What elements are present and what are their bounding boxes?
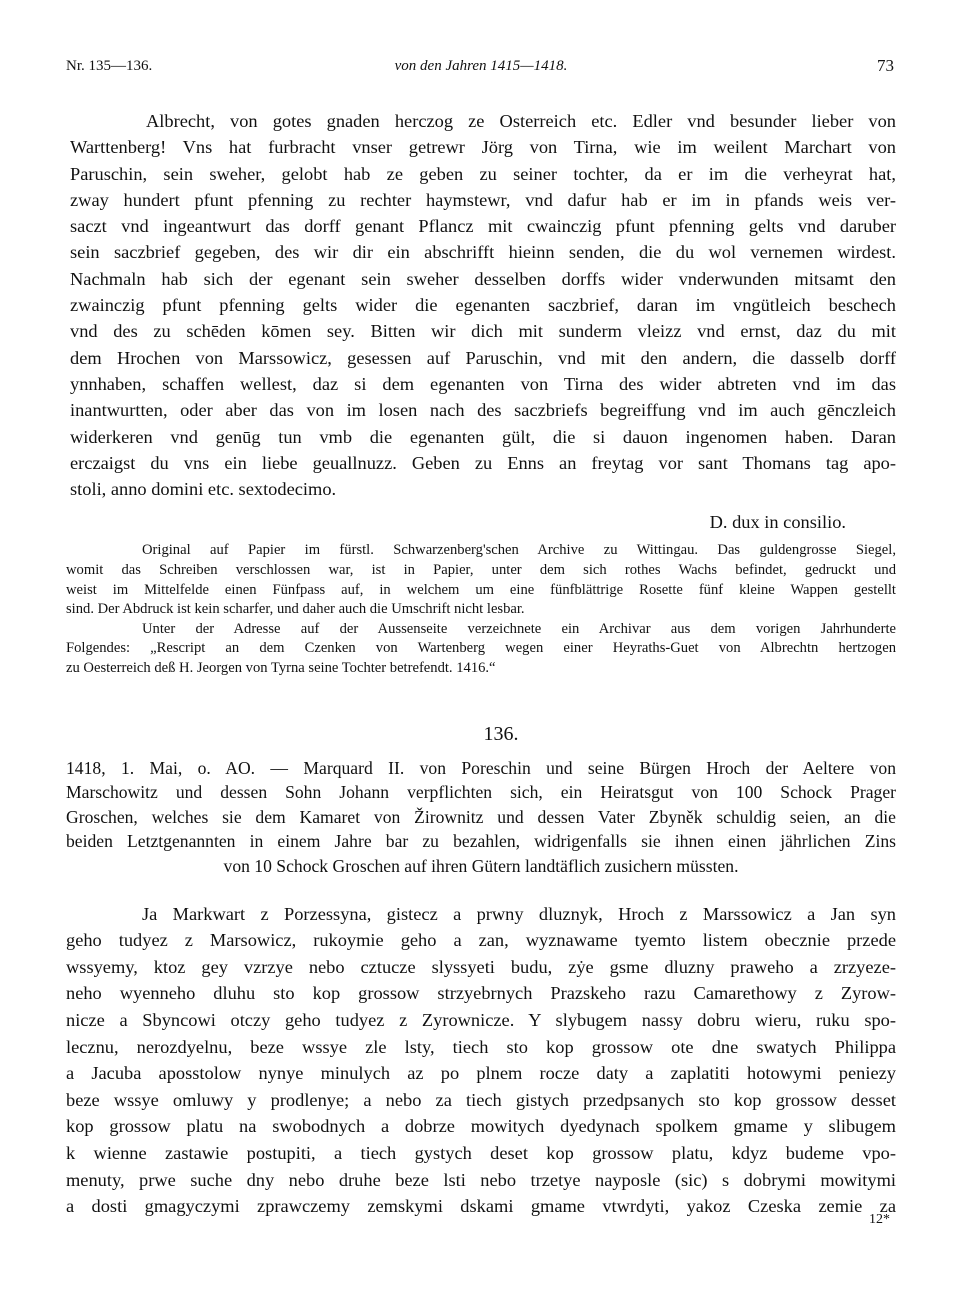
note-line: Folgendes: „Rescript an dem Czenken von Wartenberg wegen einer Heyraths-Guet von Albrechtn hertzogen (66, 640, 896, 657)
regest-line: Marschowitz und dessen Sohn Johann verpflichten sich, ein Heiratsgut von 100 Schock Prager (66, 782, 896, 803)
text-line: stoli, anno domini etc. sextodecimo. (70, 479, 337, 500)
text-line: kop grossow platu na swobodnych a dobrze mowitych dyedynach spolkem gmame y slibugem (66, 1116, 896, 1137)
regest-line: 1418, 1. Mai, o. AO. — Marquard II. von Poreschin und seine Bürgen Hroch der Aeltere von (66, 757, 896, 778)
text-line: wssyemy, ktoz gey vzrzye nebo cztucze slyssyeti budu, zẏe gsme dluzny praweho a zrzyeze- (66, 956, 896, 977)
archival-note (66, 541, 896, 678)
text-line: zway hundert pfunt pfenning zu rechter haymstewr, vnd dafur hab er im in pfands weis ver- (70, 189, 896, 210)
text-line: sein saczbrief gegeben, des wir dir ein abschrifft hieinn senden, die du wol vernemen wirdest. (70, 242, 896, 263)
header-document-range: Nr. 135—136. (66, 58, 153, 74)
text-line: lecznu, nerozdyelnu, beze wssye zle lsty, tiech sto kop grossow ote dne swatych Philippa (66, 1036, 896, 1057)
regest-line: beiden Letztgenannten in einem Jahre bar zu bezahlen, widrigenfalls sie ihnen einen jährlichen Zins (66, 831, 896, 852)
text-line: k wienne zastawie postupiti, a tiech gystych deset kop grossow platu, kdyz budeme vpo- (66, 1142, 896, 1163)
running-header (66, 58, 896, 82)
page-number: 73 (877, 56, 894, 75)
text-line: a Jacuba aposstolow nynye minulych az po plnem rocze daty a zaplatiti hotowymi peniezy (66, 1063, 896, 1084)
text-line: geho tudyez z Marsowicz, rukoymie geho a zan, wyznawame tyemto listem obecznie przede (66, 930, 896, 951)
text-line: zwainczig pfunt pfenning gelts wider die egenanten saczbrief, daran im vngütleich beschech (70, 295, 896, 316)
charter-text (66, 901, 896, 1220)
note-line: Unter der Adresse auf der Aussenseite verzeichnete ein Archivar aus dem vorigen Jahrhunderte (142, 620, 896, 637)
note-line: sind. Der Abdruck ist kein scharfer, und daher auch die Umschrift nicht lesbar. (66, 601, 525, 618)
printer-signature-mark: 12* (869, 1212, 890, 1227)
text-line: Paruschin, sein sweher, gelobt hab ze geben zu seiner tochter, da er im die verheyrat hat, (70, 163, 896, 184)
header-title: von den Jahren 1415—1418. (394, 58, 568, 74)
text-line: neho wyenneho dluhu sto kop grossow strzyebrnych Prazskeho razu Camarethowy z Zyrow- (66, 983, 896, 1004)
text-line: vnd des zu schēden kōmen sey. Bitten wir dich mit sunderm vleizz vnd ernst, daz du mit (70, 321, 896, 342)
regest-line: von 10 Schock Groschen auf ihren Gütern landtäflich zusichern müssten. (223, 855, 739, 876)
text-line: menuty, prwe suche dny nebo druhe beze lsti nebo trzetye nayposle (sic) s dobrymi mowitymi (66, 1169, 896, 1190)
text-line: saczt vnd ingeantwurt das dorff genant Pflancz mit cwainczig pfunt pfenning gelts vnd daruber (70, 216, 896, 237)
text-line: dem Hrochen von Marssowicz, gesessen auf Paruschin, vnd mit den andern, die dasselb dorff (70, 347, 896, 368)
document-number: 136. (483, 722, 519, 745)
document-page (66, 58, 896, 1220)
letter-text (66, 108, 896, 502)
note-line: Original auf Papier im fürstl. Schwarzenberg'schen Archive zu Wittingau. Das guldengrosse Siegel, (142, 542, 896, 559)
text-line: beze wssye omluwy y prodlenye; a nebo za tiech gistych przedpsanych sto kop grossow desset (66, 1089, 896, 1110)
text-line: a dosti gmagyczymi zprawczemy zemskymi dskami gmame vtwrdyti, yakoz Czeska zemie za (66, 1196, 896, 1217)
note-line: weist im Mittelfelde einen Fünfpass auf, in welchem um eine fünfblättrige Rosette fünf kleine Wappen gestellt (66, 581, 896, 598)
signature-line: D. dux in consilio. (709, 512, 846, 533)
text-line: Ja Markwart z Porzessyna, gistecz a prwny dluznyk, Hroch z Marssowicz a Jan syn (142, 903, 896, 924)
regest-summary (66, 756, 896, 879)
text-line: inantwurtten, oder aber das von im losen nach des saczbriefs begreiffung vnd im auch gēnczleich (70, 400, 896, 421)
regest-line: Groschen, welches sie dem Kamaret von Žirownitz und dessen Vater Zbyněk schuldig seien, an die (66, 806, 896, 827)
note-line: womit das Schreiben verschlossen war, ist in Papier, unter dem sich rothes Wachs befindet, gedruckt und (66, 562, 896, 579)
text-line: nicze a Sbyncowi otczy geho tudyez z Zyrownicze. Y slybugem nassy dobru wieru, ruku spo- (66, 1009, 896, 1030)
note-line: zu Oesterreich deß H. Jeorgen von Tyrna seine Tochter betrefendt. 1416.“ (66, 660, 496, 677)
text-line: Warttenberg! Vns hat furbracht vnser getrewr Jörg von Tirna, wie im weilent Marchart von (70, 137, 896, 158)
text-line: erczaigst du vns ein liebe geuallnuzz. Geben zu Enns an freytag vor sant Thomans tag apo- (70, 452, 896, 473)
text-line: Nachmaln hab sich der egenant sein sweher desselben dorffs wider vnderwunden mitsamt den (70, 268, 896, 289)
text-line: Albrecht, von gotes gnaden herczog ze Osterreich etc. Edler vnd besunder lieber von (146, 111, 896, 131)
text-line: ynnhaben, schaffen wellest, daz si dem egenanten von Tirna des wider abtreten vnd im das (70, 373, 896, 394)
text-line: widerkeren vnd genūg tun vmb die egenanten gült, die si dauon ingenomen haben. Daran (70, 426, 896, 447)
